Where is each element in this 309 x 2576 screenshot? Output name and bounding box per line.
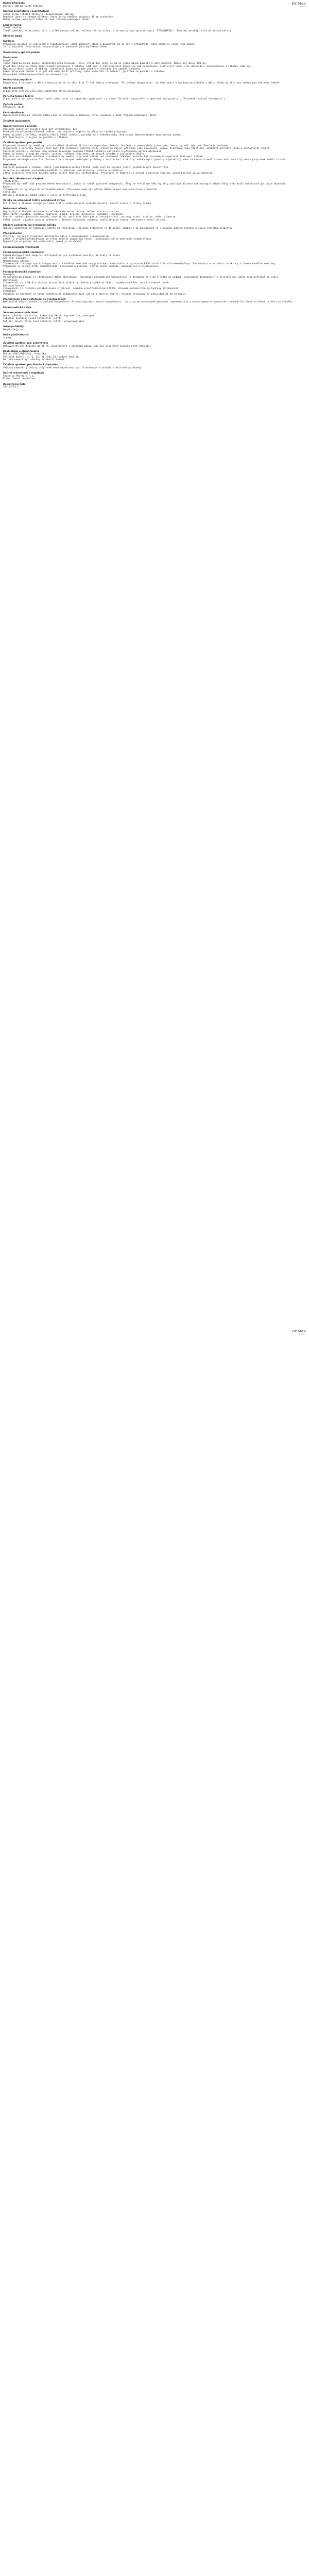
section-zvlastni-opatreni-pro-uchovavani	[3, 342, 306, 348]
section-text-line: Při řízení a obsluze strojů je třeba brát v úvahu možnost výskytu závratí, poruch vidění a ztráty sluchu.	[3, 202, 153, 205]
section-heading: Název přípravku	[3, 2, 26, 5]
section-text-line: Potisk: šelak, černý oxid železitý (E172), propylenglykol.	[3, 320, 86, 323]
section-text-line: Tvrdé tobolky, želatinové, tělo i víčko obsahu světlé, velikost 0, na víčku je černou barvou vyražen nápis "ITRAKONAZOL". Tobolky obsahují bílé až béžové pelety.	[3, 29, 233, 32]
section-text-line: Ovesmil 100 mg tvrdé tobolky	[3, 5, 43, 8]
section-upozorneni-pro-pacienta	[3, 125, 306, 139]
section-seznam-pomocnych-latek	[3, 312, 306, 323]
section-heading: Pediatrická populace	[3, 78, 32, 81]
section-heading: Doba použitelnosti	[3, 333, 29, 336]
section-text-line: Současné užívání s dalšími léky metabolizovanými enzymem CYP3A4 vyžaduje opatrnost a případnou úpravu dávkování.	[3, 150, 163, 153]
section-text-line: Úplný seznam pomocných látek viz bod "Seznam pomocných látek".	[3, 19, 92, 22]
section-text-line: Itrakonazol inhibuje syntézu ergosterolu v buněčné membráně hub prostřednictvím inhibice cytochrom P450 závislé 14-alfa-demethylázy. Tím dochází k narušení struktury a funkce buněčné membrány.	[3, 262, 277, 265]
section-text-line: Itrakonazol se vylučuje do mateřského mléka. Přípravek nemá být užíván během kojení bez konzultace s lékařem.	[3, 189, 159, 192]
section-text-line: Obsah tobolky: sacharóza, kukuřičný škrob, hypromelóza, makrogol.	[3, 315, 96, 317]
section-text-line: Maximální denní dávka je 400 mg. Jednotlivé dávky musí být podány s odstupem min imálně 2 hodiny.	[3, 67, 142, 71]
section-hlaseni-podezreni-na-nezadouci-ucinky	[3, 224, 306, 230]
section-doba-pouzitelnosti	[3, 334, 306, 340]
section-text-line: Doporučuje se podání aktivního uhlí, pokud je to vhodné.	[3, 241, 83, 244]
section-text-line: Přípravek Ovesmil by neměl být užíván dětmi mladšími 18 let bez doporučení lékaře. Pacienti s onemocněním jater nebo ledvin by měli být pod lékařským dohledem.	[3, 144, 230, 147]
section-text-line: Hypersenzitivita na léčivou látku nebo na kteroukoli pomocnou látku uvedenou v bodě "Seznam pomocných látek".	[3, 114, 159, 117]
section-heading: Farmakokinetické vlastnosti	[3, 270, 42, 274]
section-text-line: Pokud užíváte jiné léky, zejména léky k léčbě infekcí, poraďte se s lékařem nebo lékárníkem. Nepřekračujte doporučenou dávku.	[3, 133, 181, 137]
section-text-line: Po perorálním podání je itrakonazol dobře absorbován. Maximální plazmatické koncentrace je dosaženo za 2 až 5 hodin po podání. Biologická dostupnost je nejvyšší při užití bezprostředně po jídle.	[3, 276, 280, 279]
logo-name: Dr.Max	[291, 2, 306, 6]
section-text-line: Bezpečnost a účinnost u dětí a dospívajících ve věku 0 až 17 let nebyla stanovena. Při vědomí bezpečnosti, že může dojít k nežádoucím účinkům u dětí, léčba by měla být vedena pod dohledem lékaře.	[3, 81, 281, 84]
document-sections-part-1	[3, 2, 306, 244]
section-fertilita-tehotenstvi-a-kojeni	[3, 178, 306, 197]
section-text-line: Itrakonazol se z 99,8 % váže na plazmatické bílkoviny. Dobře proniká do tkání, zejména do kůže, nehtů a tukové tkáně.	[3, 282, 170, 285]
section-heading: Předávkování	[3, 232, 22, 235]
section-text-line: ATC kód: J02AC02	[3, 257, 26, 260]
section-text-line: Pacienti užívající Ovesmil musí být informováni, že:	[3, 128, 77, 131]
section-text-line: Praha, Česká republika	[3, 378, 35, 381]
section-text-line: Pacienti se srdečním selháním v anamnéze by neměli přípravek užívat bez posouzení lékařem, protože byl zaznamenán negativní inotropní účinek.	[3, 156, 204, 159]
section-text-line: Fertilita	[3, 191, 16, 194]
section-text-line: Současné podávání s látkami, které jsou metabolizovány CYP3A4, může vést ke zvýšení jejich plazmatických koncentrací.	[3, 166, 170, 170]
section-text-line: Tobolka: želatina, oxid titaničitý (E171).	[3, 317, 63, 320]
section-text-line: U pacientů s poruchou funkce ledvin nebo jater je zapotřebí opatrnosti (viz bod "Zvláštní upozornění a opatření pro použití", "Farmakokinetické vlastnosti").	[3, 98, 227, 101]
section-heading: Farmaceutické údaje	[3, 306, 31, 309]
section-text-line: Absorpce	[3, 274, 15, 277]
section-registracni-cislo	[3, 383, 306, 389]
section-text-line: Hlášení podezření na nežádoucí účinky po registraci léčivého přípravku je důležité. Umožňuje to pokračovat ve sledování poměru přínosů a rizik léčivého přípravku.	[3, 227, 234, 230]
section-farmakologicke-vlastnosti	[3, 246, 306, 249]
section-heading: Farmakologické vlastnosti	[3, 246, 39, 249]
section-drzitel-rozhodnuti-o-registraci	[3, 372, 306, 380]
section-heading: Zvláštní upozornění	[3, 120, 30, 123]
section-text-line: Nejčastěji hlášenými nežádoucími účinky byly bolest hlavy, bolest břicha a nauzea.	[3, 210, 120, 213]
section-text-line: Látky snižující kyselost žaludku mohou snížit absorpci itrakonazolu. Přípravek se doporučuje užívat s kyselým nápojem, pokud pacient užívá antacida.	[3, 172, 214, 175]
section-zvlastni-opatreni-pro-pouziti	[3, 142, 306, 161]
pharmacy-logo-repeat	[292, 1329, 306, 1335]
section-heading: Druh obalu a obsah balení	[3, 350, 39, 353]
logo-tagline: lékárna	[299, 1333, 306, 1335]
section-text-line: U pacientů s poruchou funkce jater musí být sledovány jaterní testy. Pokud se objeví příznaky jako nevolnost, únava, žloutenka nebo tmavá moč, okamžitě přerušte léčbu a kontaktujte lékaře.	[3, 147, 271, 150]
section-text-line: Při těhotenství a kojení se poraďte s lékařem.	[3, 136, 69, 139]
section-text-line: Na trhu nemusí být všechny velikosti balení.	[3, 359, 66, 362]
logo-name: Dr.Max	[291, 1329, 306, 1333]
section-starsi-pacienti	[3, 87, 306, 93]
section-farmaceuticke-udaje	[3, 307, 306, 310]
section-porucha-funkce-ledvin	[3, 95, 306, 101]
section-heading: Dávkování a způsob podání	[3, 51, 41, 54]
section-heading: Fertilita, těhotenství a kojení	[3, 177, 43, 180]
section-text-line: Méně časté: vyrážka, svědění, kopřivka, zácpa, průjem, dyspepsie, nadýmání, zvracení.	[3, 213, 125, 216]
section-heading: Léková forma	[3, 24, 22, 27]
section-text-line: Pokud se objeví alergická reakce, vyrážka, svědění nebo otok, přípravek vysaďte a vyhledejte lékaře.	[3, 152, 146, 156]
section-indikace	[3, 40, 306, 48]
section-text-line: Je-li kauzální léčba možná, nepostačuje a k podávání jako doplňková léčba.	[3, 46, 109, 49]
section-davkovani	[3, 57, 306, 76]
section-ucinky-na-schopnost-ridit-a-obsluhovat-stroje	[3, 199, 306, 205]
section-text-line: Nejsou k dispozici žádné údaje o vlivu na fertilitu u lidí.	[3, 194, 88, 197]
section-text-line: Velmi vzácné: závažné jaterní poškození, Stevens-Johnsonův syndrom, anafylaktická reakce, městnavé srdeční selhání.	[3, 218, 167, 222]
section-text-line: Eliminace	[3, 290, 16, 293]
section-text-line: Blistr (PVC/PVDC/Al), krabička.	[3, 353, 47, 356]
section-text-line: Generica Pharma s.r.o.	[3, 375, 35, 378]
section-klinicke-udaje	[3, 35, 306, 38]
section-heading: Interakce	[3, 163, 16, 166]
section-heading: Předklinické údaje vztahující se k bezpečnosti	[3, 298, 66, 301]
document-sections-part-2	[3, 246, 306, 389]
section-predavkovani	[3, 232, 306, 244]
section-text-line: Tvrdé tobolky	[3, 27, 22, 30]
section-heading: Indikace	[3, 40, 15, 43]
section-heading: Způsob podání	[3, 103, 24, 106]
section-text-line: Přípravek Ovesmil je indikován k symptomatické léčbě akutních stavů a dospělých od 18 let s případnými, když kauzální léčba není možná.	[3, 43, 196, 46]
section-text-line: Přípravek obsahuje sacharózu. Pacienti se vzácnými dědičnými problémy s intolerancí fruktózy, malabsorpcí glukózy a galaktózy nebo sacharázo-izomaltázovou deficiencí by tento přípravek neměli užívat.	[3, 158, 287, 161]
section-farmakokineticke-vlastnosti	[3, 271, 306, 296]
logo-tagline: lékárna	[299, 6, 306, 8]
section-heading: Zvláštní opatření pro likvidaci přípravku	[3, 364, 58, 367]
section-text-line: Léčba: v případě předávkování je třeba zahájit podpůrnou léčbu. Itrakonazol nelze odstranit hemodialýzou.	[3, 238, 153, 241]
section-heading: Starší pacienti	[3, 87, 23, 90]
section-kontraindikace	[3, 112, 306, 117]
section-text-line: Přípravek by neměl být podáván během těhotenství, pokud to lékař výslovně nedoporučí. Ženy ve fertilním věku by měly používat účinnou antikoncepci během léčby a do další menstruace po jejím ukončení.	[3, 183, 287, 186]
section-farmakodynamicke-vlastnosti	[3, 251, 306, 268]
section-text-line: Dlouhodobá léčba nedoporučená se nedoporučuje.	[3, 73, 69, 76]
section-text-line: Mechanismus účinku	[3, 260, 29, 263]
section-text-line: Uchovávejte při teplotě do 25 °C. Uchovávejte v původním obalu, aby byl přípravek chráněn před vlhkostí.	[3, 345, 151, 348]
section-zvlastni-upozorneni	[3, 120, 306, 123]
section-text-line: První den léčby se dávky může nasadit přípravek 3 tobolky (300 mg). V následujících dnech lze pak pokračovat, ošetřující lékař určí dávkování, nepřesáhnout 3 tobolky (300 mg).	[3, 65, 252, 68]
section-nazev-pripravku	[3, 2, 306, 8]
section-heading: Registrační číslo	[3, 383, 26, 386]
section-text-line: Těhotenství	[3, 180, 19, 183]
section-text-line: Veškerý nepoužitý léčivý přípravek nebo odpad musí být zlikvidován v souladu s místními požadavky.	[3, 367, 143, 370]
section-lekova-forma	[3, 24, 306, 32]
section-heading: Inkompatibility	[3, 326, 24, 329]
section-heading: Zvláštní opatření pro použití	[3, 142, 42, 145]
section-heading: Zvláštní opatření pro uchovávání	[3, 342, 48, 345]
section-text-line: 3 roky.	[3, 336, 13, 340]
section-predklinicke-udaje-vztahujici-se-k-bezpecnosti	[3, 298, 306, 304]
section-nezadouci-ucinky	[3, 208, 306, 222]
section-heading: Účinky na schopnost řídit a obsluhovat stroje	[3, 199, 65, 202]
section-slozeni-kvalitativni-i-kvantitativni	[3, 10, 306, 22]
section-text-line: Je nutno se vyhnout současnému podávání s některými antiarytmiky, statiny a sedativy.	[3, 169, 125, 172]
section-heading: Farmakodynamické vlastnosti	[3, 251, 44, 255]
section-text-line: Příznaky: nejsou k dispozici dostatečné údaje o předávkování itrakonazolem.	[3, 235, 110, 238]
section-text-line: Pomocné látky se známým účinkem: Jedna tvrdá tobolka obsahuje 41 mg sacharózy.	[3, 15, 114, 19]
section-text-line: Biotransformace	[3, 284, 25, 287]
section-text-line: Před užitím přípravku Ovesmil ověřte, zda nejste alergičtí na některou složku přípravku.	[3, 131, 129, 134]
section-zvlastni-opatreni-pro-likvidaci-pripravku	[3, 364, 306, 369]
section-heading: Seznam pomocných látek	[3, 312, 38, 315]
section-heading: Nežádoucí účinky	[3, 208, 27, 211]
section-heading: Kontraindikace	[3, 111, 24, 114]
section-text-line: Jedna tobolka denně denně, přednostně před hlavními jídly. První den léčby se mů že jedna dávka zdvojit a užít dvakrát. Mohou být dávky 400 mg.	[3, 62, 207, 65]
section-heading: Hlášení podezření na nežádoucí účinky	[3, 224, 56, 227]
section-text-line: Perorální užití.	[3, 106, 26, 109]
section-pediatricka-populace	[3, 79, 306, 84]
section-inkompatibility	[3, 326, 306, 331]
section-text-line: Vylučuje se převážně ve formě neaktivních metabolitů močí (35 %) a stolicí (54 %). Poločas eliminace je přibližně 24 až 42 hodin.	[3, 293, 187, 296]
section-heading: Porucha funkce ledvin	[3, 95, 33, 98]
section-text-line: Přípravek je účinný proti dermatofytům, kvasinkám a plísním, včetně druhů Candida, Aspergillus a Cryptococcus.	[3, 265, 160, 268]
section-text-line: Dospělí	[3, 59, 13, 62]
section-davkovani-a-zpusob-podani	[3, 52, 306, 55]
section-text-line: 26/155/15-C	[3, 386, 19, 389]
section-text-line: Pokud přípravek působí 4 až pět dnů nebo další příznaky, nebo podezření na infekci, je třeba se poradit s lékařem.	[3, 71, 166, 74]
section-text-line: Kojení	[3, 185, 12, 189]
section-druh-obalu-a-obsah-baleni	[3, 350, 306, 362]
section-heading: Klinické údaje	[3, 35, 23, 38]
section-text-line: Farmakoterapeutická skupina: antimykotika pro systémové použití, deriváty triazolu	[3, 254, 120, 257]
section-heading: Upozornění pro pacienta	[3, 125, 37, 128]
section-zpusob-podani	[3, 104, 306, 109]
section-interakce	[3, 164, 306, 175]
section-heading: Dávkování	[3, 57, 18, 60]
section-heading: Složení kvalitativní i kvantitativní	[3, 10, 49, 13]
section-text-line: Neuplatňuje se.	[3, 328, 25, 331]
section-text-line: Vzácné: zvýšení jaterních enzymů, hepatitida, periferní neuropatie, poruchy chuti, poruchy zraku, tinitus, edém, alopecie.	[3, 216, 177, 219]
section-text-line: Jedna tvrdá tobolka obsahuje itrakonazolum 100 mg.	[3, 13, 75, 16]
section-text-line: U pacientů vyššího věku není zapotřebí dávku upravovat.	[3, 90, 82, 93]
section-text-line: Neklinické údaje získané na základě konvenčních farmakologických studií bezpečnosti, toxicity po opakovaném podávání, genotoxicity a kancerogenního potenciálu neodhalily žádné zvláštní riziko pro člověka.	[3, 301, 294, 304]
section-text-line: Distribuce	[3, 279, 18, 282]
section-text-line: Itrakonazol je rozsáhle metabolizován v játrech, zejména prostřednictvím CYP3A4. Hlavním metabolitem je hydroxy-itrakonazol.	[3, 287, 180, 290]
section-heading: Držitel rozhodnutí o registraci	[3, 372, 44, 375]
section-text-line: Velikost balení: 4, 6, 15, 28 nebo 30 tvrdých tobolek.	[3, 355, 80, 359]
pharmacy-logo	[292, 2, 306, 8]
